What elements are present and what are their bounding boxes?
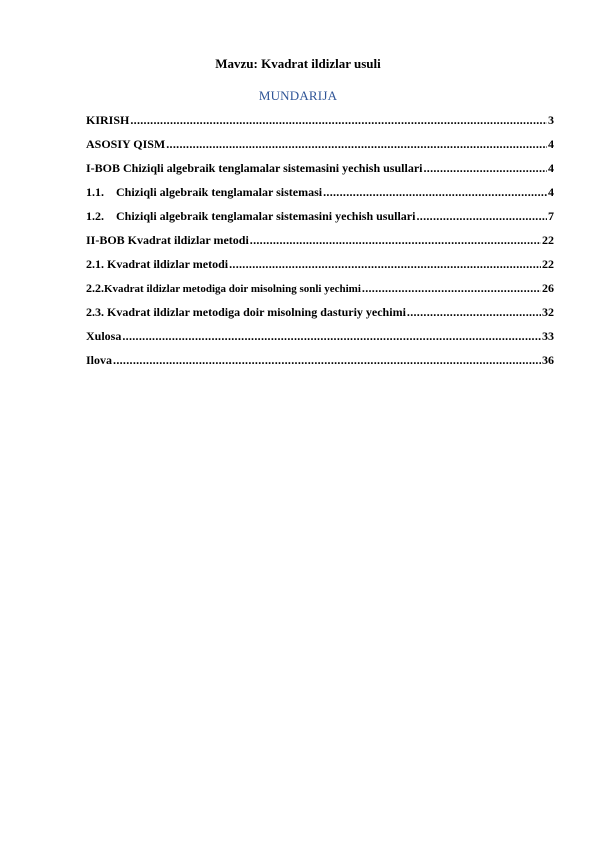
table-of-contents: [86, 112, 554, 376]
toc-entry-chapter-1[interactable]: [86, 160, 554, 184]
toc-page-number: 4: [548, 161, 554, 175]
toc-entry-label: ASOSIY QISM: [86, 137, 166, 151]
toc-entry-label: Chiziqli algebraik tenglamalar sistemasi: [116, 185, 323, 199]
toc-entry-ilova[interactable]: [86, 352, 554, 376]
toc-entry-section-2-2[interactable]: [86, 280, 554, 304]
toc-page-number: 4: [548, 185, 554, 199]
toc-entry-asosiy-qism[interactable]: [86, 136, 554, 160]
toc-entry-chapter-2[interactable]: [86, 232, 554, 256]
toc-dot-leader: [423, 160, 547, 176]
toc-entry-label: 2.3. Kvadrat ildizlar metodiga doir misolning dasturiy yechimi: [86, 305, 406, 319]
toc-entry-label: Kvadrat ildizlar metodiga doir misolning sonli yechimi: [104, 283, 361, 295]
toc-dot-leader: [229, 256, 541, 272]
toc-page-number: 33: [542, 329, 554, 343]
toc-entry-number: 1.1.: [86, 185, 104, 199]
toc-page-number: 3: [548, 113, 554, 127]
toc-entry-label: II-BOB Kvadrat ildizlar metodi: [86, 233, 249, 247]
toc-entry-section-2-3[interactable]: [86, 304, 554, 328]
toc-dot-leader: [130, 112, 547, 128]
toc-page-number: 36: [542, 353, 554, 367]
toc-page-number: 32: [542, 305, 554, 319]
toc-entry-kirish[interactable]: [86, 112, 554, 136]
toc-heading: MUNDARIJA: [258, 88, 338, 103]
toc-dot-leader: [407, 304, 541, 320]
toc-dot-leader: [122, 328, 541, 344]
toc-page-number: 26: [542, 281, 554, 295]
document-title: Mavzu: Kvadrat ildizlar usuli: [215, 56, 381, 71]
toc-page-number: 22: [542, 257, 554, 271]
toc-entry-label: Xulosa: [86, 329, 122, 343]
toc-entry-label: KIRISH: [86, 113, 130, 127]
toc-entry-label: I-BOB Chiziqli algebraik tenglamalar sistemasini yechish usullari: [86, 161, 423, 175]
toc-entry-section-1-1[interactable]: [86, 184, 554, 208]
toc-page-number: 22: [542, 233, 554, 247]
toc-dot-leader: [323, 184, 547, 200]
toc-page-number: 4: [548, 137, 554, 151]
toc-entry-section-1-2[interactable]: [86, 208, 554, 232]
toc-entry-label: Ilova: [86, 353, 113, 367]
toc-entry-xulosa[interactable]: [86, 328, 554, 352]
toc-dot-leader: [250, 232, 541, 248]
toc-entry-number: 1.2.: [86, 209, 104, 223]
toc-entry-section-2-1[interactable]: [86, 256, 554, 280]
toc-entry-label: 2.1. Kvadrat ildizlar metodi: [86, 257, 229, 271]
toc-dot-leader: [166, 136, 547, 152]
toc-entry-label: Chiziqli algebraik tenglamalar sistemasini yechish usullari: [116, 209, 416, 223]
toc-dot-leader: [362, 280, 541, 296]
toc-entry-number: 2.2.: [86, 281, 104, 295]
toc-page-number: 7: [548, 209, 554, 223]
toc-dot-leader: [113, 352, 541, 368]
toc-dot-leader: [416, 208, 547, 224]
